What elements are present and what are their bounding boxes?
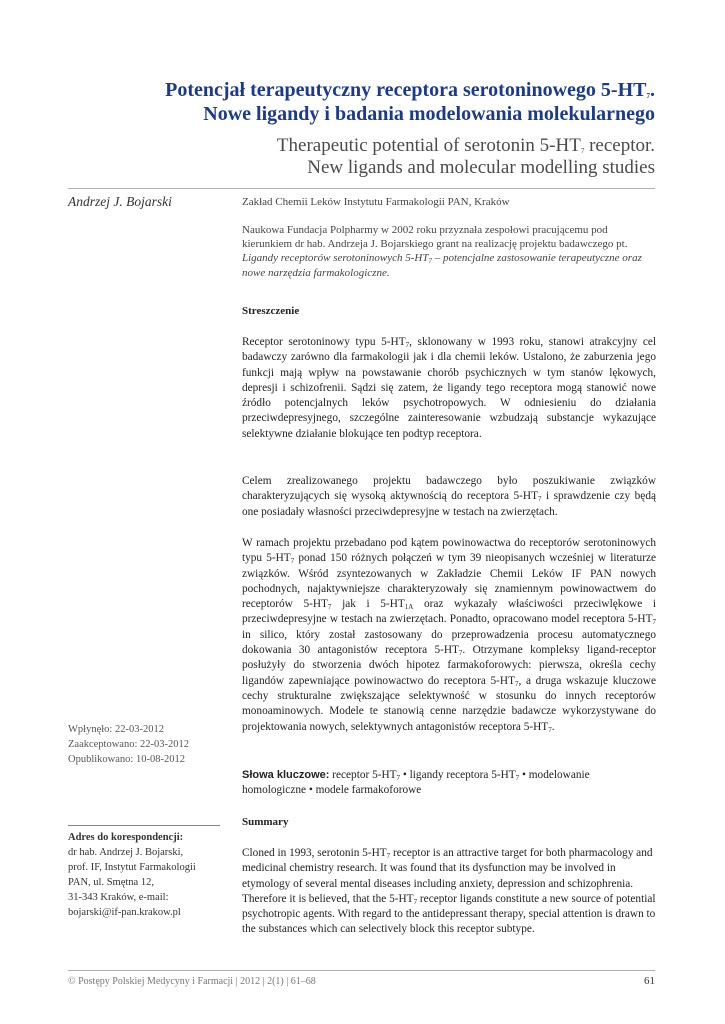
abstract-en-heading: Summary <box>242 816 289 828</box>
abstract-pl-paragraph-3: W ramach projektu przebadano pod kątem powinowactwa do receptorów serotoninowych typu $5-HT_7$ ponad 150 różnych połączeń w tym 39 nieopisanych wcześniej w literaturze związków. Wśród zsyntezowanych w Zakładzie Chemii Leków IF PAN nowych pochodnych, najaktywniejsze charakteryzowały się znamiennym powinowactwem do receptorów $5-HT_7$ jak i $5-HT_{1A}$ oraz wykazały właściwości przeciwlękowe i przeciwdepresyjne w testach na zwierzętach. Ponadto, opracowano model receptora $5-HT_7$ in silico, który został zastosowany do przeprowadzenia procesu automatycznego dokowania 30 antagonistów receptora $5-HT_7$. Otrzymane kompleksy ligand-receptor posłużyły do stworzenia dwóch hipotez farmakoforowych: pierwsza, określa cechy ligandów zapewniające powinowactwo do receptora $5-HT_7$, a druga wskazuje kluczowe cechy strukturalne zwiększające selektywność w stosunku do innych receptorów monoaminowych. Modele te stanowią cenne narzędzie badawcze wykorzystywane do projektowania nowych, selektywnych antagonistów receptora $5-HT_7$. <box>242 537 657 734</box>
address-divider <box>68 825 220 826</box>
title-polish-line1: Potencjał terapeutyczny receptora serotoninowego $5-HT_7$. <box>165 79 655 101</box>
article-dates <box>68 722 189 767</box>
keywords-pl: Słowa kluczowe: receptor $5-HT_7$ • ligandy receptora $5-HT_7$ • modelowanie homologiczne • modele farmakoforowe <box>242 769 590 797</box>
title-english-line1: Therapeutic potential of serotonin $5-HT_7$ receptor. <box>276 135 655 156</box>
abstract-pl-paragraph-2: Celem zrealizowanego projektu badawczego było poszukiwanie związków charakteryzujących się wysoką aktywnością do receptora $5-HT_7$ i sprawdzenie czy będą one posiadały własności przeciwdepresyjne w testach na zwierzętach. <box>242 475 656 518</box>
footer-divider <box>68 970 655 971</box>
address-line: dr hab. Andrzej J. Bojarski, <box>68 847 184 858</box>
address-email[interactable]: bojarski@if-pan.krakow.pl <box>68 907 181 918</box>
abstract-pl-paragraph-1: Receptor serotoninowy typu $5-HT_7$, sklonowany w 1993 roku, stanowi atrakcyjny cel badawczy zarówno dla farmakologii jak i dla chemii leków. Ustalono, że zaburzenia jego funkcji mają wpływ na powstawanie chorób psychicznych w tym stanów lękowych, depresji i schizofrenii. Sądzi się zatem, że ligandy tego receptora mogą stanowić nowe źródło potencjalnych leków psychotropowych. W odniesieniu do działania przeciwdepresyjnego, szczególne zainteresowanie wzbudzają substancje wykazujące selektywne działanie blokujące ten podtyp receptora. <box>242 336 656 440</box>
top-divider <box>68 188 655 189</box>
title-english <box>95 135 655 179</box>
address-line: 31-343 Kraków, e-mail: <box>68 892 169 903</box>
title-polish <box>95 78 655 126</box>
correspondence-address <box>68 830 228 920</box>
date-accepted: Zaakceptowano: 22-03-2012 <box>68 739 190 750</box>
footer-citation: © Postępy Polskiej Medycyny i Farmacji | 2012 | 2(1) | 61–68 <box>68 976 316 987</box>
grant-note: Naukowa Fundacja Polpharmy w 2002 roku przyznała zespołowi pracującemu pod kierunkiem dr hab. Andrzeja J. Bojarskiego grant na realizację projektu badawczego pt. Ligandy receptorów serotoninowych $5-HT_7$ – potencjalne zastosowanie terapeutyczne oraz nowe narzędzia farmakologiczne. <box>242 224 642 279</box>
abstract-pl-heading: Streszczenie <box>242 305 300 317</box>
grant-project-title: Ligandy receptorów serotoninowych $5-HT_7$ – potencjalne zastosowanie terapeutyczne oraz nowe narzędzia farmakologiczne. <box>242 252 642 279</box>
title-polish-line2: Nowe ligandy i badania modelowania molekularnego <box>203 103 655 125</box>
address-line: prof. IF, Instytut Farmakologii <box>68 862 196 873</box>
author-name: Andrzej J. Bojarski <box>68 194 172 209</box>
date-received: Wpłynęło: 22-03-2012 <box>68 724 164 735</box>
page-number: 61 <box>644 975 655 987</box>
keywords-label: Słowa kluczowe: <box>242 769 330 781</box>
title-english-line2: New ligands and molecular modelling studies <box>307 157 655 178</box>
address-heading: Adres do korespondencji: <box>68 832 184 843</box>
abstract-en-paragraph: Cloned in 1993, serotonin $5-HT_7$ receptor is an attractive target for both pharmacology and medicinal chemistry research. It was found that its dysfunction may be involved in etymology of several mental diseases including anxiety, depression and schizophrenia. Therefore it is believed, that the $5-HT_7$ receptor ligands constitute a new source of potential psychotropic agents. With regard to the antidepressant therapy, special attention is drawn to the substances which can selectively block this receptor subtype. <box>242 847 656 936</box>
address-line: PAN, ul. Smętna 12, <box>68 877 154 888</box>
affiliation: Zakład Chemii Leków Instytutu Farmakologii PAN, Kraków <box>242 196 510 208</box>
date-published: Opublikowano: 10-08-2012 <box>68 754 185 765</box>
